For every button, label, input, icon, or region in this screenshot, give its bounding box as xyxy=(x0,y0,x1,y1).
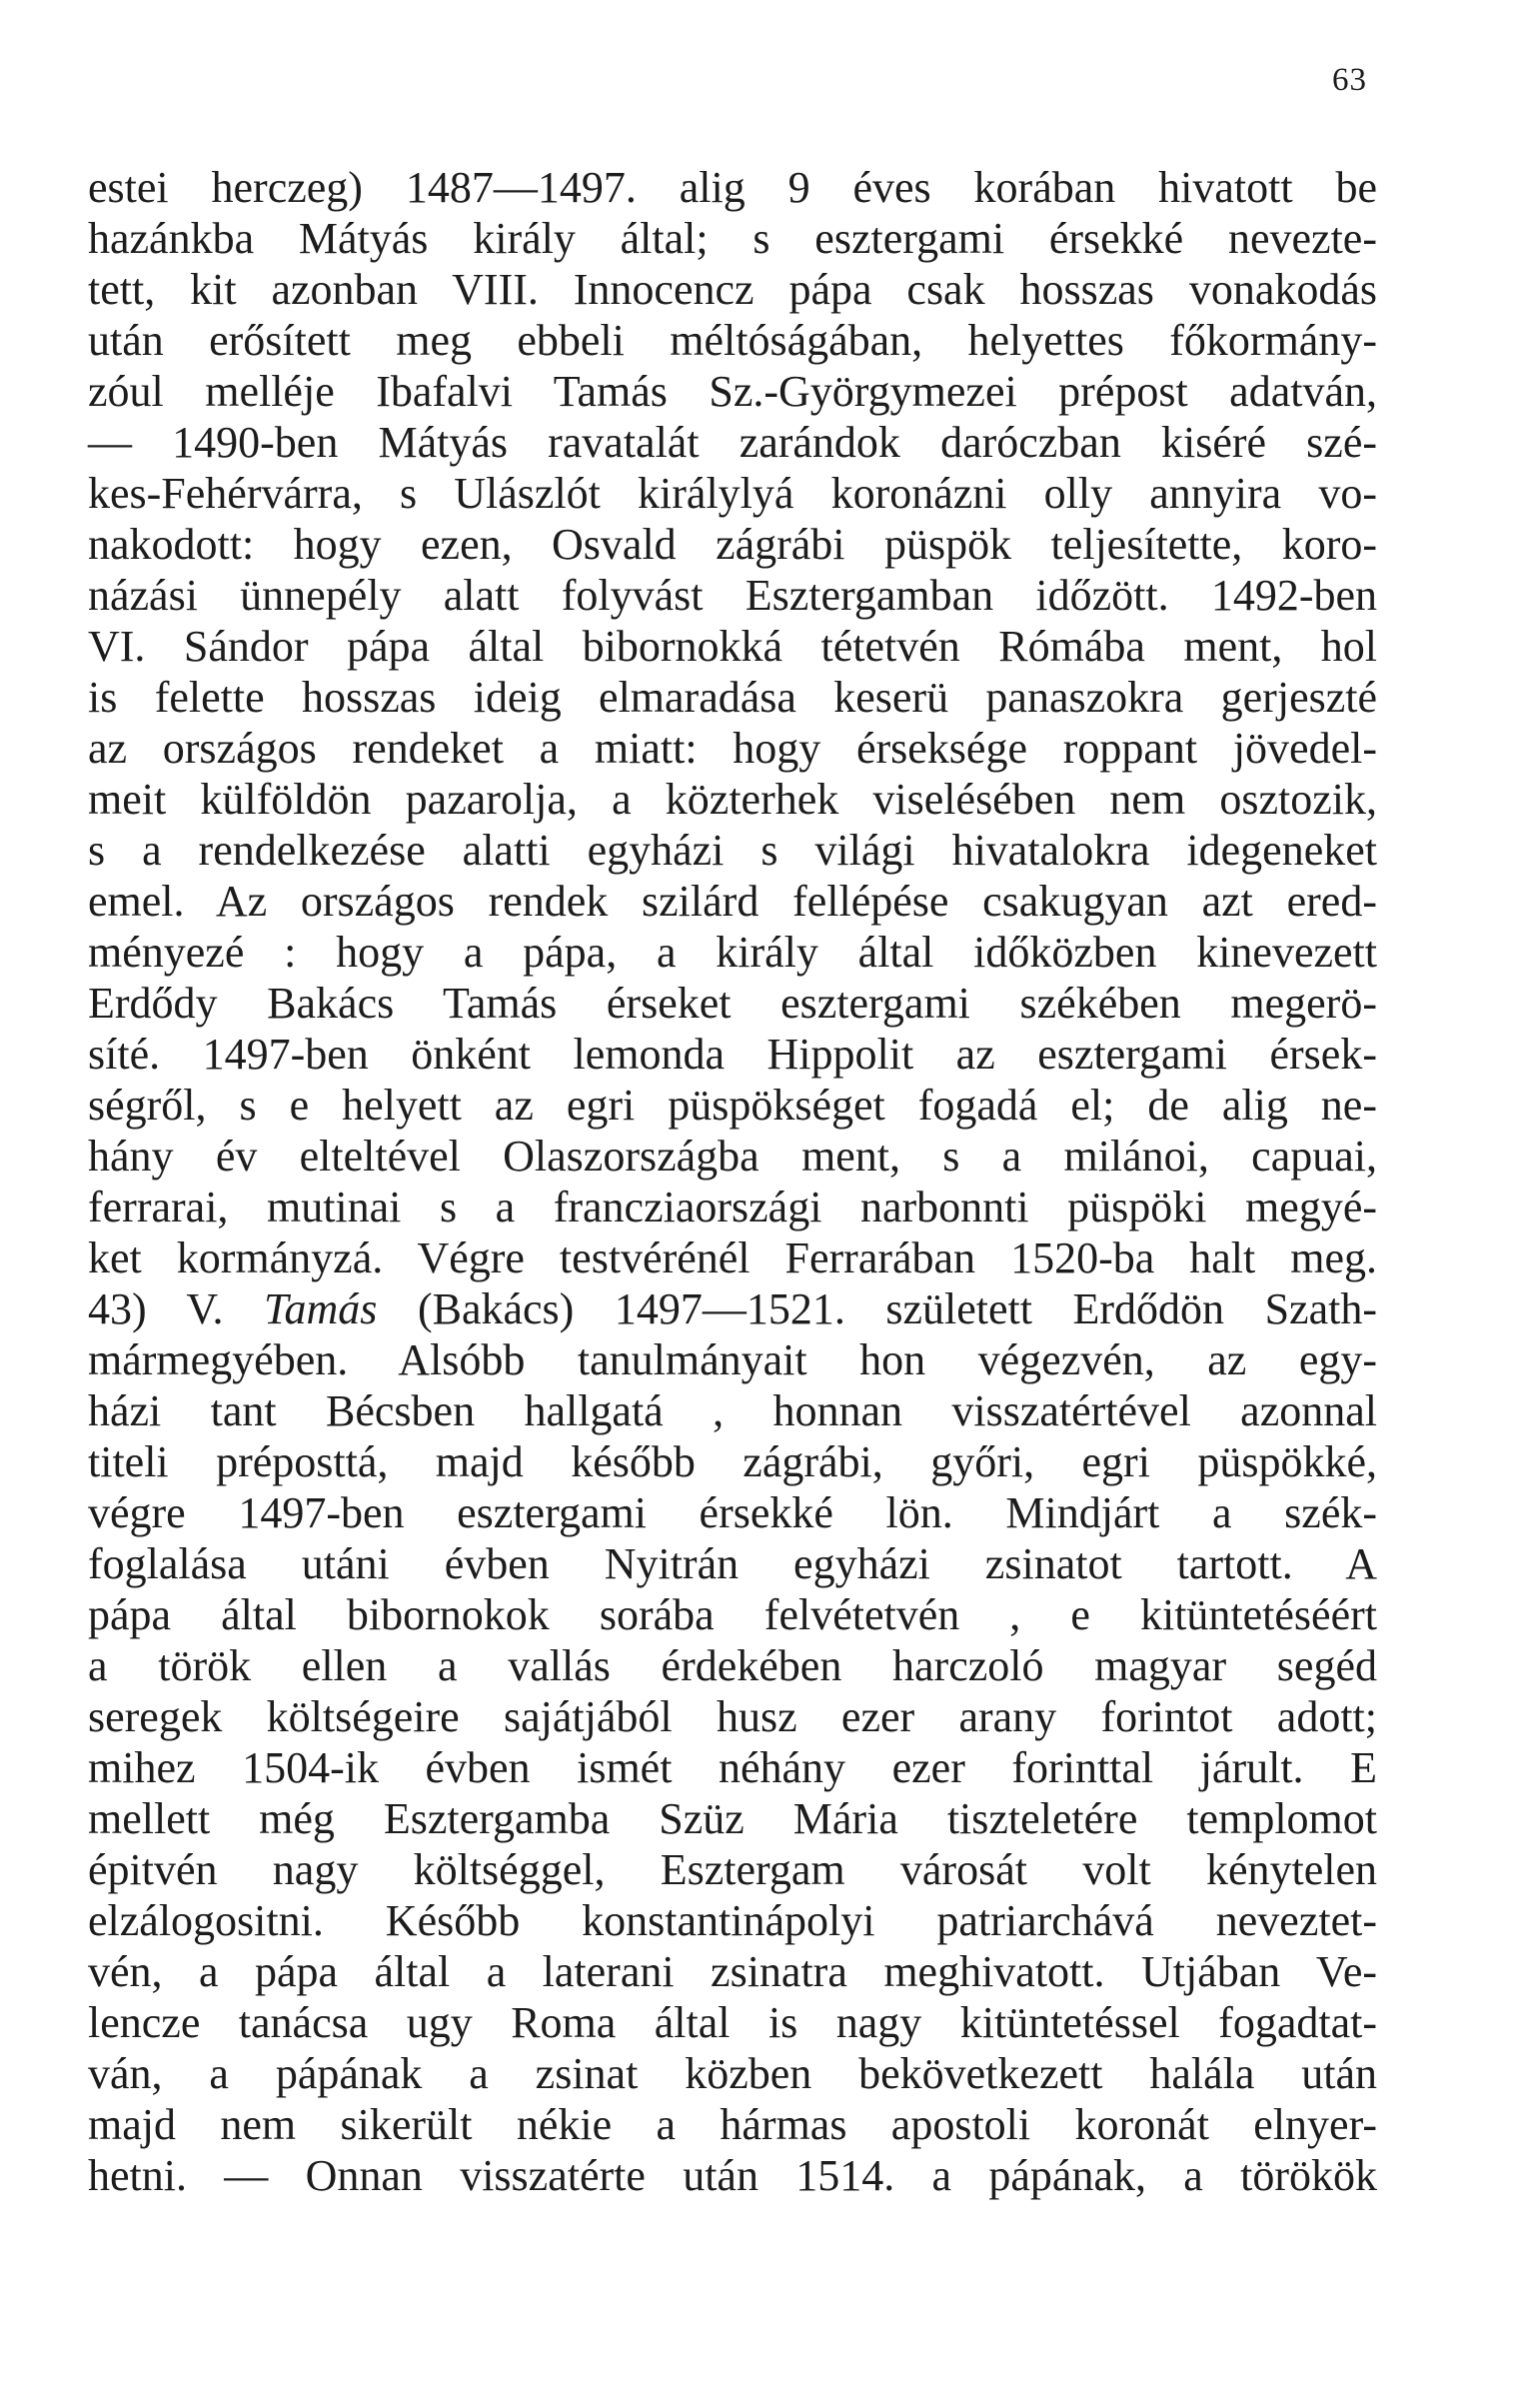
text-line: majd nem sikerült nékie a hármas apostoli koronát elnyer- xyxy=(88,2100,1377,2149)
text-line: ményezé : hogy a pápa, a király által időközben kinevezett xyxy=(88,928,1377,977)
text-line: ségről, s e helyett az egri püspökséget fogadá el; de alig ne- xyxy=(88,1081,1377,1130)
text-line: — 1490-ben Mátyás ravatalát zarándok daróczban kiséré szé- xyxy=(88,418,1377,467)
text-line: házi tant Bécsben hallgatá , honnan visszatértével azonnal xyxy=(88,1386,1377,1435)
page-number: 63 xyxy=(1332,62,1367,98)
text-line: emel. Az országos rendek szilárd fellépése csakugyan azt ered- xyxy=(88,877,1377,926)
entry-name: Tamás xyxy=(264,1284,378,1333)
text-line: názási ünnepély alatt folyvást Esztergamban időzött. 1492-ben xyxy=(88,571,1377,620)
text-line: a török ellen a vallás érdekében harczoló magyar segéd xyxy=(88,1641,1377,1690)
text-line xyxy=(88,1283,1377,1334)
text-line: seregek költségeire sajátjából husz ezer arany forintot adott; xyxy=(88,1692,1377,1741)
text-line: meit külföldön pazarolja, a közterhek viselésében nem osztozik, xyxy=(88,775,1377,824)
text-line: végre 1497-ben esztergami érsekké lön. Mindjárt a szék- xyxy=(88,1488,1377,1537)
text-line: ferrarai, mutinai s a francziaországi narbonnti püspöki megyé- xyxy=(88,1183,1377,1231)
text-line: hány év elteltével Olaszországba ment, s a milánoi, capuai, xyxy=(88,1132,1377,1181)
text-line: VI. Sándor pápa által bibornokká tétetvén Rómába ment, hol xyxy=(88,622,1377,671)
text-line: síté. 1497-ben önként lemonda Hippolit az esztergami érsek- xyxy=(88,1030,1377,1079)
text-line: után erősített meg ebbeli méltóságában, helyettes főkormány- xyxy=(88,316,1377,365)
text-line: pápa által bibornokok sorába felvétetvén , e kitüntetéséért xyxy=(88,1590,1377,1639)
text-line: épitvén nagy költséggel, Esztergam városát volt kénytelen xyxy=(88,1845,1377,1894)
text-line: zóul melléje Ibafalvi Tamás Sz.-Györgymezei prépost adatván, xyxy=(88,367,1377,416)
text-line: kes-Fehérvárra, s Ulászlót királylyá koronázni olly annyira vo- xyxy=(88,469,1377,518)
entry-rest: (Bakács) 1497—1521. született Erdődön Szath- xyxy=(417,1284,1377,1333)
text-line: tett, kit azonban VIII. Innocencz pápa csak hosszas vonakodás xyxy=(88,265,1377,314)
text-line: titeli préposttá, majd később zágrábi, győri, egri püspökké, xyxy=(88,1437,1377,1486)
text-line: hazánkba Mátyás király által; s esztergami érsekké nevezte- xyxy=(88,214,1377,263)
text-line: mármegyében. Alsóbb tanulmányait hon végezvén, az egy- xyxy=(88,1335,1377,1384)
text-line: ván, a pápának a zsinat közben bekövetkezett halála után xyxy=(88,2049,1377,2098)
text-line: estei herczeg) 1487—1497. alig 9 éves korában hivatott be xyxy=(88,163,1377,212)
text-line: mellett még Esztergamba Szüz Mária tiszteletére templomot xyxy=(88,1794,1377,1843)
text-line: az országos rendeket a miatt: hogy érseksége roppant jövedel- xyxy=(88,724,1377,773)
text-line: hetni. — Onnan visszatérte után 1514. a pápának, a törökök xyxy=(88,2151,1377,2200)
text-line: nakodott: hogy ezen, Osvald zágrábi püspök teljesítette, koro- xyxy=(88,520,1377,569)
text-line: vén, a pápa által a laterani zsinatra meghivatott. Utjában Ve- xyxy=(88,1947,1377,1996)
text-line: elzálogositni. Később konstantinápolyi patriarchává neveztet- xyxy=(88,1896,1377,1945)
text-line: s a rendelkezése alatti egyházi s világi hivatalokra idegeneket xyxy=(88,826,1377,875)
text-line: ket kormányzá. Végre testvérénél Ferrarában 1520-ba halt meg. xyxy=(88,1233,1377,1282)
text-line: lencze tanácsa ugy Roma által is nagy kitüntetéssel fogadtat- xyxy=(88,1998,1377,2047)
text-line: is felette hosszas ideig elmaradása keserü panaszokra gerjeszté xyxy=(88,673,1377,722)
text-line: Erdődy Bakács Tamás érseket esztergami székében megerö- xyxy=(88,979,1377,1028)
text-line: foglalása utáni évben Nyitrán egyházi zsinatot tartott. A xyxy=(88,1539,1377,1588)
entry-number: 43) V. xyxy=(88,1284,224,1333)
text-line: mihez 1504-ik évben ismét néhány ezer forinttal járult. E xyxy=(88,1743,1377,1792)
body-text xyxy=(88,162,1377,2201)
